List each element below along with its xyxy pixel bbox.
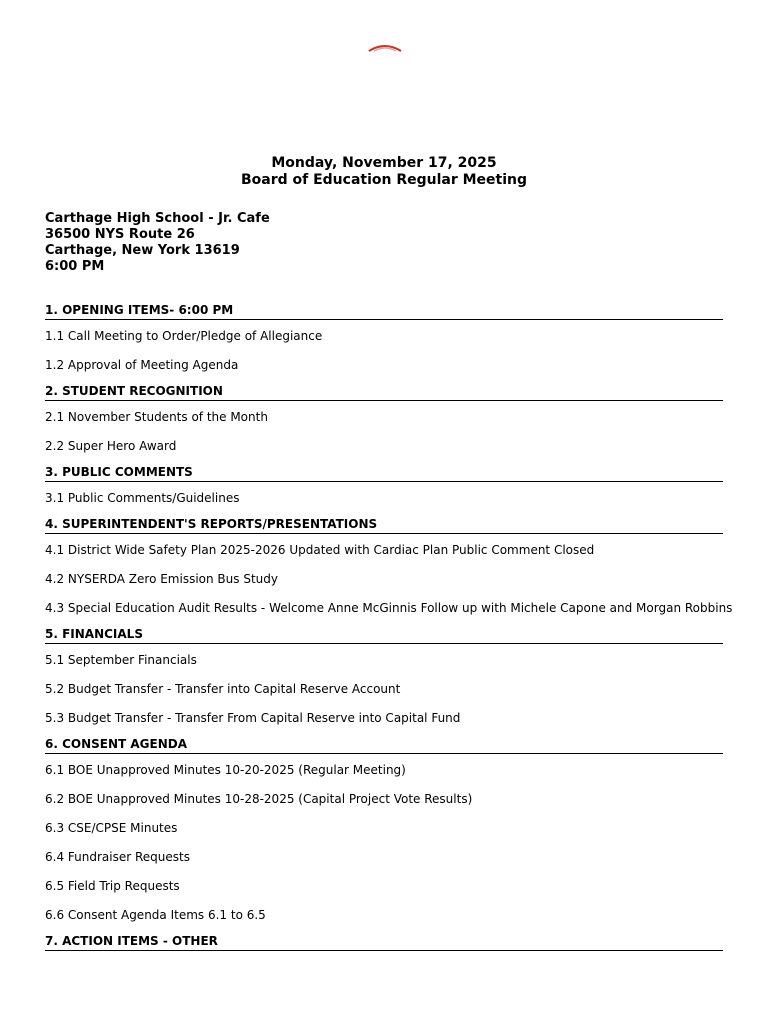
- agenda-section: [45, 517, 733, 624]
- section-header: 6. CONSENT AGENDA: [45, 737, 723, 754]
- section-header: 2. STUDENT RECOGNITION: [45, 384, 723, 401]
- agenda-item[interactable]: 6.4 Fundraiser Requests: [45, 850, 190, 864]
- agenda-item[interactable]: 6.5 Field Trip Requests: [45, 879, 180, 893]
- agenda-item[interactable]: 5.1 September Financials: [45, 653, 197, 667]
- section-items: [45, 401, 723, 462]
- agenda-item[interactable]: 5.2 Budget Transfer - Transfer into Capital Reserve Account: [45, 682, 401, 696]
- agenda-item[interactable]: 4.2 NYSERDA Zero Emission Bus Study: [45, 572, 278, 586]
- section-items: [45, 320, 723, 381]
- agenda-section: [45, 384, 723, 462]
- agenda-item[interactable]: 1.2 Approval of Meeting Agenda: [45, 358, 239, 372]
- agenda-section: [45, 465, 723, 514]
- agenda-item[interactable]: 5.3 Budget Transfer - Transfer From Capital Reserve into Capital Fund: [45, 711, 461, 725]
- venue: Carthage High School - Jr. Cafe: [45, 211, 270, 226]
- agenda-list: [45, 303, 733, 954]
- agenda-section: [45, 934, 723, 954]
- section-header: 4. SUPERINTENDENT'S REPORTS/PRESENTATIONS: [45, 517, 723, 534]
- meeting-time: 6:00 PM: [45, 259, 105, 274]
- section-items: [45, 482, 723, 514]
- section-header: 7. ACTION ITEMS - OTHER: [45, 934, 723, 951]
- meeting-title-block: [0, 155, 768, 189]
- agenda-item[interactable]: 4.1 District Wide Safety Plan 2025-2026 Updated with Cardiac Plan Public Comment Closed: [45, 543, 595, 557]
- agenda-section: [45, 737, 723, 931]
- agenda-item[interactable]: 6.6 Consent Agenda Items 6.1 to 6.5: [45, 908, 266, 922]
- agenda-item[interactable]: 4.3 Special Education Audit Results - Welcome Anne McGinnis Follow up with Michele Capone and Morgan Robbins: [45, 601, 733, 615]
- section-items: [45, 754, 723, 931]
- agenda-item[interactable]: 6.3 CSE/CPSE Minutes: [45, 821, 178, 835]
- section-items: [45, 951, 723, 954]
- section-items: [45, 534, 733, 624]
- street-address: 36500 NYS Route 26: [45, 227, 195, 242]
- agenda-item[interactable]: 2.2 Super Hero Award: [45, 439, 177, 453]
- section-header: 1. OPENING ITEMS- 6:00 PM: [45, 303, 723, 320]
- agenda-item[interactable]: 2.1 November Students of the Month: [45, 410, 268, 424]
- agenda-item[interactable]: 3.1 Public Comments/Guidelines: [45, 491, 240, 505]
- agenda-section: [45, 303, 723, 381]
- section-header: 3. PUBLIC COMMENTS: [45, 465, 723, 482]
- meeting-date: Monday, November 17, 2025: [271, 155, 497, 171]
- district-logo-icon: [368, 44, 402, 52]
- agenda-item[interactable]: 1.1 Call Meeting to Order/Pledge of Allegiance: [45, 329, 323, 343]
- meeting-location: [45, 211, 270, 275]
- meeting-name: Board of Education Regular Meeting: [240, 172, 528, 188]
- agenda-section: [45, 627, 723, 734]
- section-items: [45, 644, 723, 734]
- city-state-zip: Carthage, New York 13619: [45, 243, 240, 258]
- agenda-item[interactable]: 6.1 BOE Unapproved Minutes 10-20-2025 (Regular Meeting): [45, 763, 406, 777]
- agenda-item[interactable]: 6.2 BOE Unapproved Minutes 10-28-2025 (Capital Project Vote Results): [45, 792, 473, 806]
- section-header: 5. FINANCIALS: [45, 627, 723, 644]
